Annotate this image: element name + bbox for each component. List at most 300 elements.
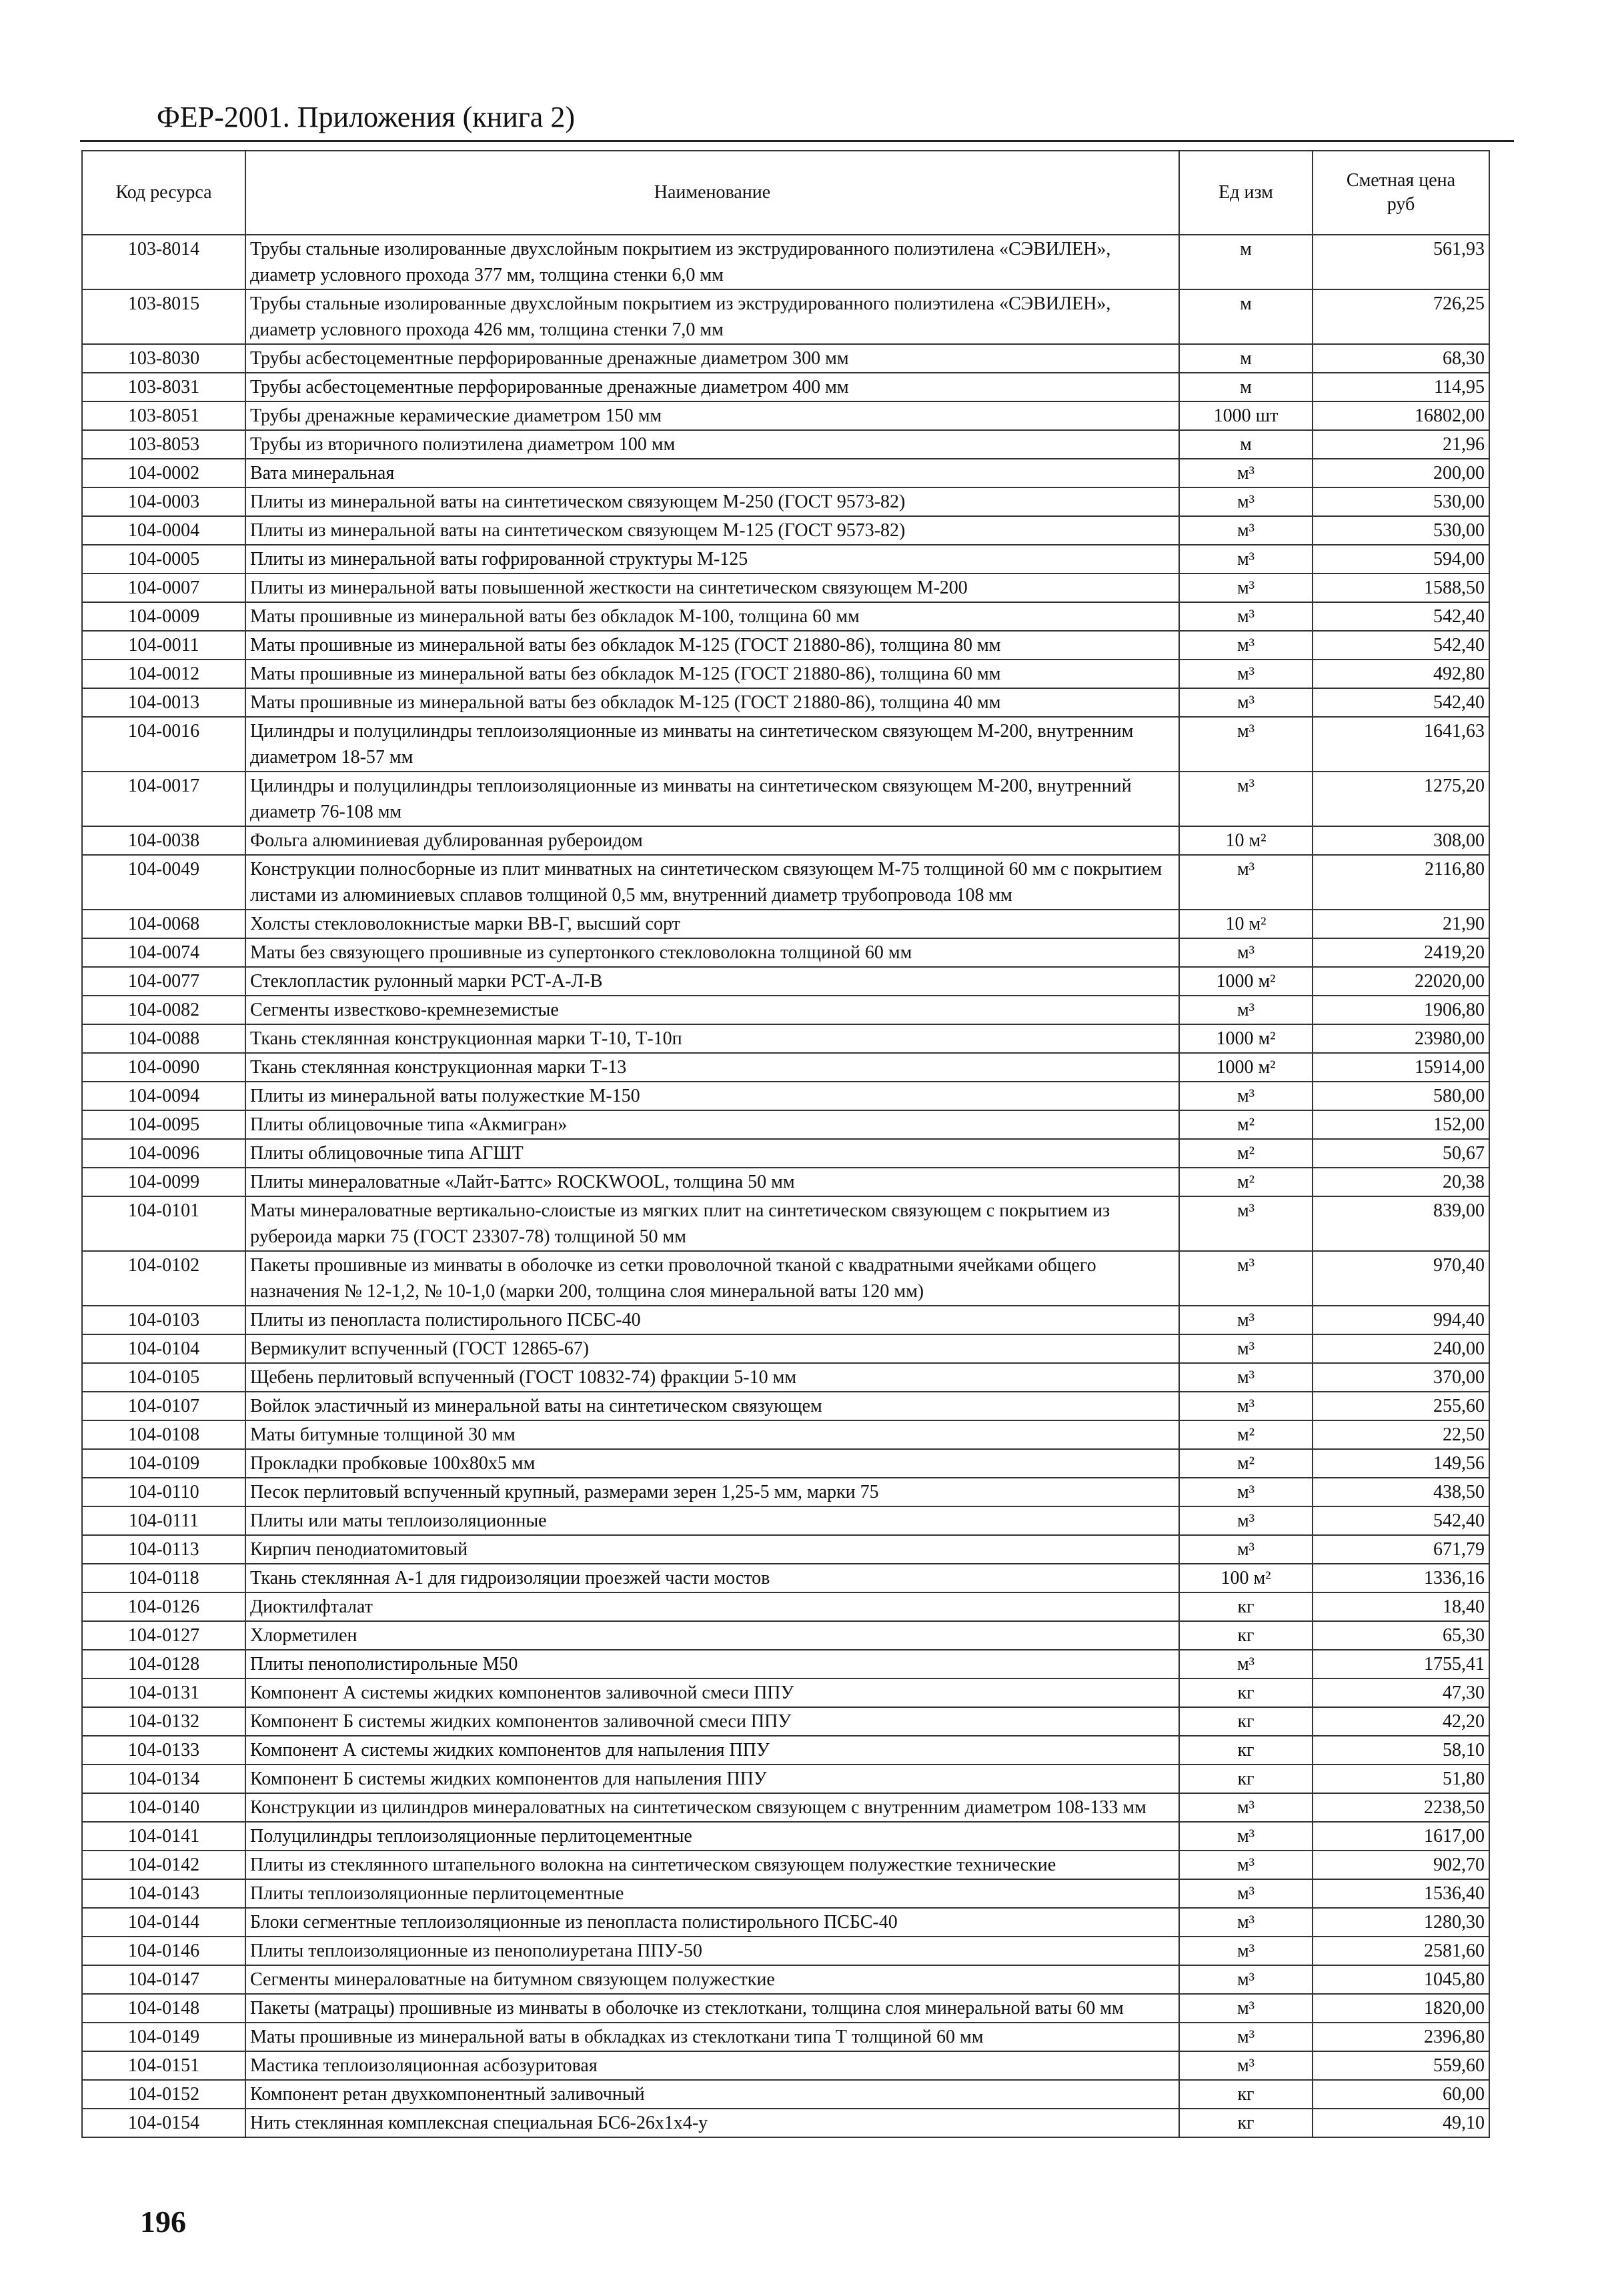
table-body [82,235,1489,2137]
cell-name: Пакеты (матрацы) прошивные из минваты в оболочке из стеклоткани, толщина слоя минеральной ваты 60 мм [245,1994,1179,2023]
cell-name: Маты прошивные из минеральной ваты в обкладках из стеклоткани типа Т толщиной 60 мм [245,2023,1179,2051]
cell-name: Трубы стальные изолированные двухслойным покрытием из экструдированного полиэтилена «СЭВИЛЕН», диаметр условного прохода 377 мм, толщина стенки 6,0 мм [245,235,1179,289]
cell-unit: м³ [1179,1082,1313,1110]
table-row [82,1306,1489,1334]
table-row [82,938,1489,967]
cell-code: 104-0154 [82,2109,245,2137]
cell-unit: м³ [1179,1879,1313,1908]
cell-price: 839,00 [1313,1196,1489,1251]
cell-name: Плиты пенополистирольные М50 [245,1650,1179,1678]
cell-name: Цилиндры и полуцилиндры теплоизоляционные из минваты на синтетическом связующем М-200, внутренний диаметр 76-108 мм [245,772,1179,826]
cell-price: 1906,80 [1313,996,1489,1024]
cell-name: Нить стеклянная комплексная специальная БС6-26х1х4-у [245,2109,1179,2137]
cell-unit: м [1179,344,1313,373]
cell-name: Блоки сегментные теплоизоляционные из пенопласта полистирольного ПСБС-40 [245,1908,1179,1937]
cell-unit: м³ [1179,1363,1313,1392]
page-number: 196 [140,2205,186,2239]
cell-price: 16802,00 [1313,401,1489,430]
cell-price: 21,96 [1313,430,1489,459]
cell-price: 542,40 [1313,688,1489,717]
cell-price: 47,30 [1313,1678,1489,1707]
table-row [82,344,1489,373]
column-header-unit: Ед изм [1179,151,1313,235]
table-row [82,1363,1489,1392]
cell-unit: м³ [1179,459,1313,487]
cell-unit: м³ [1179,2023,1313,2051]
cell-code: 104-0107 [82,1392,245,1420]
cell-name: Трубы асбестоцементные перфорированные дренажные диаметром 300 мм [245,344,1179,373]
cell-price: 2581,60 [1313,1937,1489,1965]
cell-unit: м [1179,373,1313,401]
cell-code: 104-0094 [82,1082,245,1110]
cell-code: 104-0147 [82,1965,245,1994]
cell-price: 22,50 [1313,1420,1489,1449]
cell-name: Компонент А системы жидких компонентов заливочной смеси ППУ [245,1678,1179,1707]
cell-unit: м³ [1179,1478,1313,1506]
table-row [82,1082,1489,1110]
cell-code: 104-0128 [82,1650,245,1678]
cell-unit: 10 м² [1179,826,1313,855]
cell-unit: м³ [1179,1196,1313,1251]
cell-unit: м³ [1179,938,1313,967]
cell-price: 726,25 [1313,289,1489,344]
cell-unit: м³ [1179,631,1313,660]
table-row [82,573,1489,602]
cell-price: 2116,80 [1313,855,1489,910]
cell-name: Вата минеральная [245,459,1179,487]
cell-price: 559,60 [1313,2051,1489,2080]
cell-code: 104-0095 [82,1110,245,1139]
cell-code: 104-0132 [82,1707,245,1736]
cell-name: Хлорметилен [245,1621,1179,1650]
cell-code: 104-0004 [82,516,245,545]
cell-unit: м³ [1179,1793,1313,1822]
cell-code: 104-0148 [82,1994,245,2023]
cell-name: Маты битумные толщиной 30 мм [245,1420,1179,1449]
cell-name: Плиты минераловатные «Лайт-Баттс» ROCKWOOL, толщина 50 мм [245,1168,1179,1196]
table-row [82,602,1489,631]
cell-unit: кг [1179,1592,1313,1621]
table-row [82,826,1489,855]
table-row [82,1449,1489,1478]
cell-name: Щебень перлитовый вспученный (ГОСТ 10832-74) фракции 5-10 мм [245,1363,1179,1392]
cell-unit: м³ [1179,573,1313,602]
cell-price: 492,80 [1313,660,1489,688]
cell-code: 104-0146 [82,1937,245,1965]
cell-price: 994,40 [1313,1306,1489,1334]
cell-code: 104-0127 [82,1621,245,1650]
cell-price: 542,40 [1313,631,1489,660]
cell-unit: 1000 м² [1179,1024,1313,1053]
cell-code: 104-0141 [82,1822,245,1851]
price-table [81,150,1490,2138]
header-rule [80,140,1514,142]
cell-code: 104-0142 [82,1851,245,1879]
cell-code: 104-0090 [82,1053,245,1082]
table-row [82,1251,1489,1306]
cell-unit: м [1179,235,1313,289]
table-row [82,1535,1489,1564]
table-row [82,717,1489,772]
cell-price: 1755,41 [1313,1650,1489,1678]
table-row [82,855,1489,910]
cell-code: 103-8015 [82,289,245,344]
cell-code: 104-0134 [82,1765,245,1793]
cell-unit: м³ [1179,1822,1313,1851]
column-header-price: Сметная цена руб [1313,151,1489,235]
cell-price: 20,38 [1313,1168,1489,1196]
table-row [82,772,1489,826]
cell-name: Трубы из вторичного полиэтилена диаметром 100 мм [245,430,1179,459]
cell-code: 104-0152 [82,2080,245,2109]
cell-unit: м² [1179,1168,1313,1196]
cell-code: 104-0140 [82,1793,245,1822]
cell-unit: кг [1179,1707,1313,1736]
table-row [82,1392,1489,1420]
cell-name: Плиты из стеклянного штапельного волокна на синтетическом связующем полужесткие технические [245,1851,1179,1879]
cell-name: Маты прошивные из минеральной ваты без обкладок М-125 (ГОСТ 21880-86), толщина 60 мм [245,660,1179,688]
cell-unit: м³ [1179,1506,1313,1535]
cell-code: 103-8053 [82,430,245,459]
cell-name: Плиты теплоизоляционные из пенополиуретана ППУ-50 [245,1937,1179,1965]
cell-unit: м³ [1179,545,1313,573]
cell-unit: м³ [1179,1334,1313,1363]
cell-name: Вермикулит вспученный (ГОСТ 12865-67) [245,1334,1179,1363]
cell-name: Трубы дренажные керамические диаметром 150 мм [245,401,1179,430]
cell-name: Плиты из минеральной ваты на синтетическом связующем М-250 (ГОСТ 9573-82) [245,487,1179,516]
cell-code: 103-8051 [82,401,245,430]
cell-name: Трубы стальные изолированные двухслойным покрытием из экструдированного полиэтилена «СЭВИЛЕН», диаметр условного прохода 426 мм, толщина стенки 7,0 мм [245,289,1179,344]
table-row [82,1965,1489,1994]
cell-price: 561,93 [1313,235,1489,289]
cell-price: 308,00 [1313,826,1489,855]
cell-price: 58,10 [1313,1736,1489,1765]
cell-name: Плиты из минеральной ваты повышенной жесткости на синтетическом связующем М-200 [245,573,1179,602]
cell-code: 104-0012 [82,660,245,688]
cell-name: Сегменты минераловатные на битумном связующем полужесткие [245,1965,1179,1994]
cell-unit: кг [1179,1765,1313,1793]
table-row [82,910,1489,938]
cell-code: 104-0088 [82,1024,245,1053]
cell-price: 902,70 [1313,1851,1489,1879]
table-row [82,545,1489,573]
cell-price: 60,00 [1313,2080,1489,2109]
cell-name: Цилиндры и полуцилиндры теплоизоляционные из минваты на синтетическом связующем М-200, внутренним диаметром 18-57 мм [245,717,1179,772]
cell-price: 22020,00 [1313,967,1489,996]
cell-price: 2238,50 [1313,1793,1489,1822]
cell-name: Песок перлитовый вспученный крупный, размерами зерен 1,25-5 мм, марки 75 [245,1478,1179,1506]
cell-unit: кг [1179,2109,1313,2137]
cell-unit: 1000 шт [1179,401,1313,430]
cell-code: 104-0003 [82,487,245,516]
cell-price: 49,10 [1313,2109,1489,2137]
cell-price: 370,00 [1313,1363,1489,1392]
cell-code: 104-0016 [82,717,245,772]
table-row [82,1420,1489,1449]
cell-name: Ткань стеклянная конструкционная марки Т-13 [245,1053,1179,1082]
cell-unit: м² [1179,1110,1313,1139]
cell-unit: м³ [1179,1994,1313,2023]
cell-unit: м³ [1179,772,1313,826]
table-row [82,2023,1489,2051]
cell-price: 23980,00 [1313,1024,1489,1053]
cell-code: 104-0077 [82,967,245,996]
cell-unit: м [1179,289,1313,344]
cell-code: 104-0113 [82,1535,245,1564]
cell-unit: м³ [1179,1965,1313,1994]
cell-price: 51,80 [1313,1765,1489,1793]
cell-name: Плиты из пенопласта полистирольного ПСБС-40 [245,1306,1179,1334]
cell-code: 104-0111 [82,1506,245,1535]
cell-code: 104-0082 [82,996,245,1024]
cell-name: Стеклопластик рулонный марки РСТ-А-Л-В [245,967,1179,996]
cell-price: 1641,63 [1313,717,1489,772]
cell-unit: кг [1179,1678,1313,1707]
cell-name: Маты минераловатные вертикально-слоистые из мягких плит на синтетическом связующем с покрытием из рубероида марки 75 (ГОСТ 23307-78) толщиной 50 мм [245,1196,1179,1251]
table-row [82,1765,1489,1793]
table-row [82,1994,1489,2023]
cell-price: 255,60 [1313,1392,1489,1420]
cell-code: 104-0007 [82,573,245,602]
cell-code: 104-0104 [82,1334,245,1363]
table-row [82,1478,1489,1506]
cell-name: Мастика теплоизоляционная асбозуритовая [245,2051,1179,2080]
table-row [82,1196,1489,1251]
cell-name: Диоктилфталат [245,1592,1179,1621]
table-row [82,1937,1489,1965]
cell-price: 114,95 [1313,373,1489,401]
cell-code: 104-0144 [82,1908,245,1937]
cell-code: 104-0002 [82,459,245,487]
cell-name: Трубы асбестоцементные перфорированные дренажные диаметром 400 мм [245,373,1179,401]
cell-name: Маты без связующего прошивные из супертонкого стекловолокна толщиной 60 мм [245,938,1179,967]
cell-unit: м³ [1179,1535,1313,1564]
table-row [82,1736,1489,1765]
table-row [82,1024,1489,1053]
cell-unit: м² [1179,1139,1313,1168]
cell-name: Компонент Б системы жидких компонентов для напыления ППУ [245,1765,1179,1793]
cell-name: Плиты облицовочные типа АГШТ [245,1139,1179,1168]
table-row [82,2109,1489,2137]
table-row [82,1650,1489,1678]
cell-unit: 1000 м² [1179,967,1313,996]
table-row [82,1851,1489,1879]
cell-price: 42,20 [1313,1707,1489,1736]
cell-unit: м³ [1179,855,1313,910]
cell-price: 542,40 [1313,602,1489,631]
cell-price: 970,40 [1313,1251,1489,1306]
cell-name: Маты прошивные из минеральной ваты без обкладок М-125 (ГОСТ 21880-86), толщина 80 мм [245,631,1179,660]
cell-price: 21,90 [1313,910,1489,938]
cell-name: Кирпич пенодиатомитовый [245,1535,1179,1564]
cell-code: 104-0131 [82,1678,245,1707]
cell-code: 104-0103 [82,1306,245,1334]
table-row [82,1053,1489,1082]
cell-code: 104-0017 [82,772,245,826]
cell-price: 1336,16 [1313,1564,1489,1592]
table-row [82,1334,1489,1363]
cell-code: 104-0151 [82,2051,245,2080]
cell-name: Маты прошивные из минеральной ваты без обкладок М-100, толщина 60 мм [245,602,1179,631]
cell-price: 50,67 [1313,1139,1489,1168]
cell-name: Конструкции из цилиндров минераловатных на синтетическом связующем с внутренним диаметром 108-133 мм [245,1793,1179,1822]
cell-name: Плиты из минеральной ваты на синтетическом связующем М-125 (ГОСТ 9573-82) [245,516,1179,545]
cell-price: 18,40 [1313,1592,1489,1621]
table-row [82,1908,1489,1937]
cell-price: 240,00 [1313,1334,1489,1363]
cell-price: 2396,80 [1313,2023,1489,2051]
cell-code: 104-0108 [82,1420,245,1449]
cell-price: 65,30 [1313,1621,1489,1650]
table-row [82,1168,1489,1196]
cell-unit: м³ [1179,688,1313,717]
table-row [82,688,1489,717]
cell-name: Плиты облицовочные типа «Акмигран» [245,1110,1179,1139]
cell-code: 104-0110 [82,1478,245,1506]
cell-code: 104-0005 [82,545,245,573]
cell-code: 104-0133 [82,1736,245,1765]
cell-name: Плиты из минеральной ваты гофрированной структуры М-125 [245,545,1179,573]
table-row [82,1707,1489,1736]
table-row [82,289,1489,344]
cell-price: 152,00 [1313,1110,1489,1139]
table-row [82,1793,1489,1822]
cell-unit: м³ [1179,996,1313,1024]
cell-code: 104-0068 [82,910,245,938]
cell-price: 671,79 [1313,1535,1489,1564]
cell-name: Плиты теплоизоляционные перлитоцементные [245,1879,1179,1908]
table-row [82,401,1489,430]
cell-code: 104-0074 [82,938,245,967]
cell-name: Сегменты известково-кремнеземистые [245,996,1179,1024]
cell-unit: м³ [1179,1908,1313,1937]
cell-unit: м³ [1179,1392,1313,1420]
column-header-code: Код ресурса [82,151,245,235]
table-row [82,1678,1489,1707]
cell-name: Плиты из минеральной ваты полужесткие М-150 [245,1082,1179,1110]
cell-unit: м [1179,430,1313,459]
cell-price: 530,00 [1313,487,1489,516]
cell-unit: м² [1179,1449,1313,1478]
cell-code: 104-0049 [82,855,245,910]
cell-unit: м³ [1179,1937,1313,1965]
table-row [82,1621,1489,1650]
table-row [82,1564,1489,1592]
cell-unit: м³ [1179,487,1313,516]
table-row [82,235,1489,289]
table-row [82,430,1489,459]
table-row [82,459,1489,487]
table-row [82,660,1489,688]
cell-name: Компонент Б системы жидких компонентов заливочной смеси ППУ [245,1707,1179,1736]
table-row [82,516,1489,545]
cell-price: 1820,00 [1313,1994,1489,2023]
cell-unit: м³ [1179,2051,1313,2080]
cell-price: 2419,20 [1313,938,1489,967]
cell-code: 104-0038 [82,826,245,855]
cell-price: 1045,80 [1313,1965,1489,1994]
column-header-name: Наименование [245,151,1179,235]
table-row [82,1139,1489,1168]
cell-price: 1280,30 [1313,1908,1489,1937]
cell-code: 104-0013 [82,688,245,717]
cell-price: 149,56 [1313,1449,1489,1478]
cell-unit: м³ [1179,717,1313,772]
cell-unit: м³ [1179,516,1313,545]
cell-name: Конструкции полносборные из плит минватных на синтетическом связующем М-75 толщиной 60 мм с покрытием листами из алюминиевых сплавов толщиной 0,5 мм, внутренний диаметр трубопровода 108 мм [245,855,1179,910]
table-row [82,1822,1489,1851]
cell-code: 104-0009 [82,602,245,631]
cell-name: Компонент ретан двухкомпонентный заливочный [245,2080,1179,2109]
cell-price: 1588,50 [1313,573,1489,602]
cell-unit: м³ [1179,1251,1313,1306]
table-row [82,967,1489,996]
cell-code: 104-0099 [82,1168,245,1196]
table-row [82,1110,1489,1139]
table-row [82,487,1489,516]
cell-name: Маты прошивные из минеральной ваты без обкладок М-125 (ГОСТ 21880-86), толщина 40 мм [245,688,1179,717]
cell-price: 1536,40 [1313,1879,1489,1908]
cell-unit: м³ [1179,602,1313,631]
cell-name: Ткань стеклянная конструкционная марки Т-10, Т-10п [245,1024,1179,1053]
cell-price: 1617,00 [1313,1822,1489,1851]
cell-name: Войлок эластичный из минеральной ваты на синтетическом связующем [245,1392,1179,1420]
cell-code: 104-0011 [82,631,245,660]
cell-price: 68,30 [1313,344,1489,373]
cell-code: 103-8014 [82,235,245,289]
cell-code: 104-0102 [82,1251,245,1306]
table-row [82,1879,1489,1908]
cell-name: Фольга алюминиевая дублированная рубероидом [245,826,1179,855]
cell-code: 104-0109 [82,1449,245,1478]
cell-price: 1275,20 [1313,772,1489,826]
cell-code: 104-0126 [82,1592,245,1621]
cell-name: Прокладки пробковые 100x80x5 мм [245,1449,1179,1478]
cell-name: Компонент А системы жидких компонентов для напыления ППУ [245,1736,1179,1765]
cell-code: 104-0149 [82,2023,245,2051]
cell-code: 104-0105 [82,1363,245,1392]
cell-code: 104-0096 [82,1139,245,1168]
table-row [82,1506,1489,1535]
table-header-row [82,151,1489,235]
cell-price: 200,00 [1313,459,1489,487]
cell-unit: кг [1179,1621,1313,1650]
cell-code: 104-0101 [82,1196,245,1251]
table-row [82,2051,1489,2080]
table-row [82,373,1489,401]
cell-unit: м³ [1179,1851,1313,1879]
cell-unit: м³ [1179,1650,1313,1678]
cell-unit: 1000 м² [1179,1053,1313,1082]
cell-name: Холсты стекловолокнистые марки ВВ-Г, высший сорт [245,910,1179,938]
table-row [82,2080,1489,2109]
cell-unit: м² [1179,1420,1313,1449]
cell-name: Ткань стеклянная А-1 для гидроизоляции проезжей части мостов [245,1564,1179,1592]
cell-unit: м³ [1179,660,1313,688]
page-header: ФЕР-2001. Приложения (книга 2) [157,101,575,133]
cell-unit: м³ [1179,1306,1313,1334]
cell-name: Плиты или маты теплоизоляционные [245,1506,1179,1535]
cell-code: 103-8030 [82,344,245,373]
cell-code: 104-0143 [82,1879,245,1908]
cell-price: 530,00 [1313,516,1489,545]
cell-price: 580,00 [1313,1082,1489,1110]
cell-unit: кг [1179,1736,1313,1765]
cell-name: Пакеты прошивные из минваты в оболочке из сетки проволочной тканой с квадратными ячейками общего назначения № 12-1,2, № 10-1,0 (марки 200, толщина слоя минеральной ваты 120 мм) [245,1251,1179,1306]
cell-unit: кг [1179,2080,1313,2109]
cell-price: 438,50 [1313,1478,1489,1506]
cell-code: 103-8031 [82,373,245,401]
